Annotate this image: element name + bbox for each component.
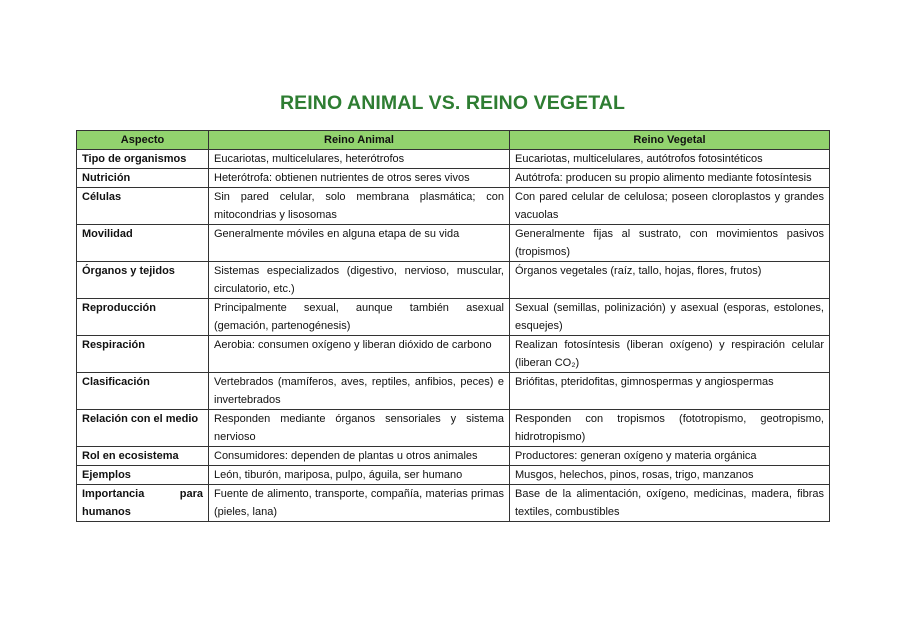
vegetal-cell: Realizan fotosíntesis (liberan oxígeno) y respiración celular (liberan CO₂) bbox=[510, 336, 830, 373]
animal-cell: Generalmente móviles en alguna etapa de su vida bbox=[209, 225, 510, 262]
table-row bbox=[77, 262, 830, 299]
aspect-cell: Células bbox=[77, 188, 209, 225]
aspect-cell: Tipo de organismos bbox=[77, 150, 209, 169]
table-row bbox=[77, 447, 830, 466]
vegetal-cell: Responden con tropismos (fototropismo, geotropismo, hidrotropismo) bbox=[510, 410, 830, 447]
aspect-cell: Clasificación bbox=[77, 373, 209, 410]
animal-cell: Sin pared celular, solo membrana plasmática; con mitocondrias y lisosomas bbox=[209, 188, 510, 225]
table-row bbox=[77, 169, 830, 188]
vegetal-cell: Con pared celular de celulosa; poseen cloroplastos y grandes vacuolas bbox=[510, 188, 830, 225]
table-row bbox=[77, 466, 830, 485]
aspect-cell: Nutrición bbox=[77, 169, 209, 188]
vegetal-cell: Briófitas, pteridofitas, gimnospermas y angiospermas bbox=[510, 373, 830, 410]
document-title: REINO ANIMAL VS. REINO VEGETAL bbox=[279, 92, 625, 114]
aspect-cell: Respiración bbox=[77, 336, 209, 373]
aspect-cell: Importancia para humanos bbox=[77, 485, 209, 522]
aspect-cell: Ejemplos bbox=[77, 466, 209, 485]
table-row bbox=[77, 336, 830, 373]
animal-cell: Vertebrados (mamíferos, aves, reptiles, anfibios, peces) e invertebrados bbox=[209, 373, 510, 410]
header-row bbox=[77, 131, 830, 150]
aspect-cell: Relación con el medio bbox=[77, 410, 209, 447]
vegetal-cell: Generalmente fijas al sustrato, con movimientos pasivos (tropismos) bbox=[510, 225, 830, 262]
header-aspecto: Aspecto bbox=[77, 131, 209, 150]
animal-cell: Fuente de alimento, transporte, compañía, materias primas (pieles, lana) bbox=[209, 485, 510, 522]
vegetal-cell: Base de la alimentación, oxígeno, medicinas, madera, fibras textiles, combustibles bbox=[510, 485, 830, 522]
animal-cell: Eucariotas, multicelulares, heterótrofos bbox=[209, 150, 510, 169]
vegetal-cell: Eucariotas, multicelulares, autótrofos fotosintéticos bbox=[510, 150, 830, 169]
vegetal-cell: Productores: generan oxígeno y materia orgánica bbox=[510, 447, 830, 466]
vegetal-cell: Autótrofa: producen su propio alimento mediante fotosíntesis bbox=[510, 169, 830, 188]
header-reino-vegetal: Reino Vegetal bbox=[510, 131, 830, 150]
animal-cell: León, tiburón, mariposa, pulpo, águila, ser humano bbox=[209, 466, 510, 485]
table-row bbox=[77, 299, 830, 336]
vegetal-cell: Órganos vegetales (raíz, tallo, hojas, flores, frutos) bbox=[510, 262, 830, 299]
table-row bbox=[77, 188, 830, 225]
table-row bbox=[77, 150, 830, 169]
animal-cell: Heterótrofa: obtienen nutrientes de otros seres vivos bbox=[209, 169, 510, 188]
animal-cell: Responden mediante órganos sensoriales y sistema nervioso bbox=[209, 410, 510, 447]
table-header bbox=[77, 131, 830, 150]
aspect-cell: Movilidad bbox=[77, 225, 209, 262]
table-row bbox=[77, 225, 830, 262]
table-row bbox=[77, 410, 830, 447]
animal-cell: Principalmente sexual, aunque también asexual (gemación, partenogénesis) bbox=[209, 299, 510, 336]
comparison-table bbox=[76, 130, 830, 522]
animal-cell: Consumidores: dependen de plantas u otros animales bbox=[209, 447, 510, 466]
vegetal-cell: Sexual (semillas, polinización) y asexual (esporas, estolones, esquejes) bbox=[510, 299, 830, 336]
aspect-cell: Reproducción bbox=[77, 299, 209, 336]
table-row bbox=[77, 485, 830, 522]
aspect-cell: Rol en ecosistema bbox=[77, 447, 209, 466]
vegetal-cell: Musgos, helechos, pinos, rosas, trigo, manzanos bbox=[510, 466, 830, 485]
aspect-cell: Órganos y tejidos bbox=[77, 262, 209, 299]
header-reino-animal: Reino Animal bbox=[209, 131, 510, 150]
animal-cell: Aerobia: consumen oxígeno y liberan dióxido de carbono bbox=[209, 336, 510, 373]
table-row bbox=[77, 373, 830, 410]
table-body bbox=[77, 150, 830, 522]
animal-cell: Sistemas especializados (digestivo, nervioso, muscular, circulatorio, etc.) bbox=[209, 262, 510, 299]
